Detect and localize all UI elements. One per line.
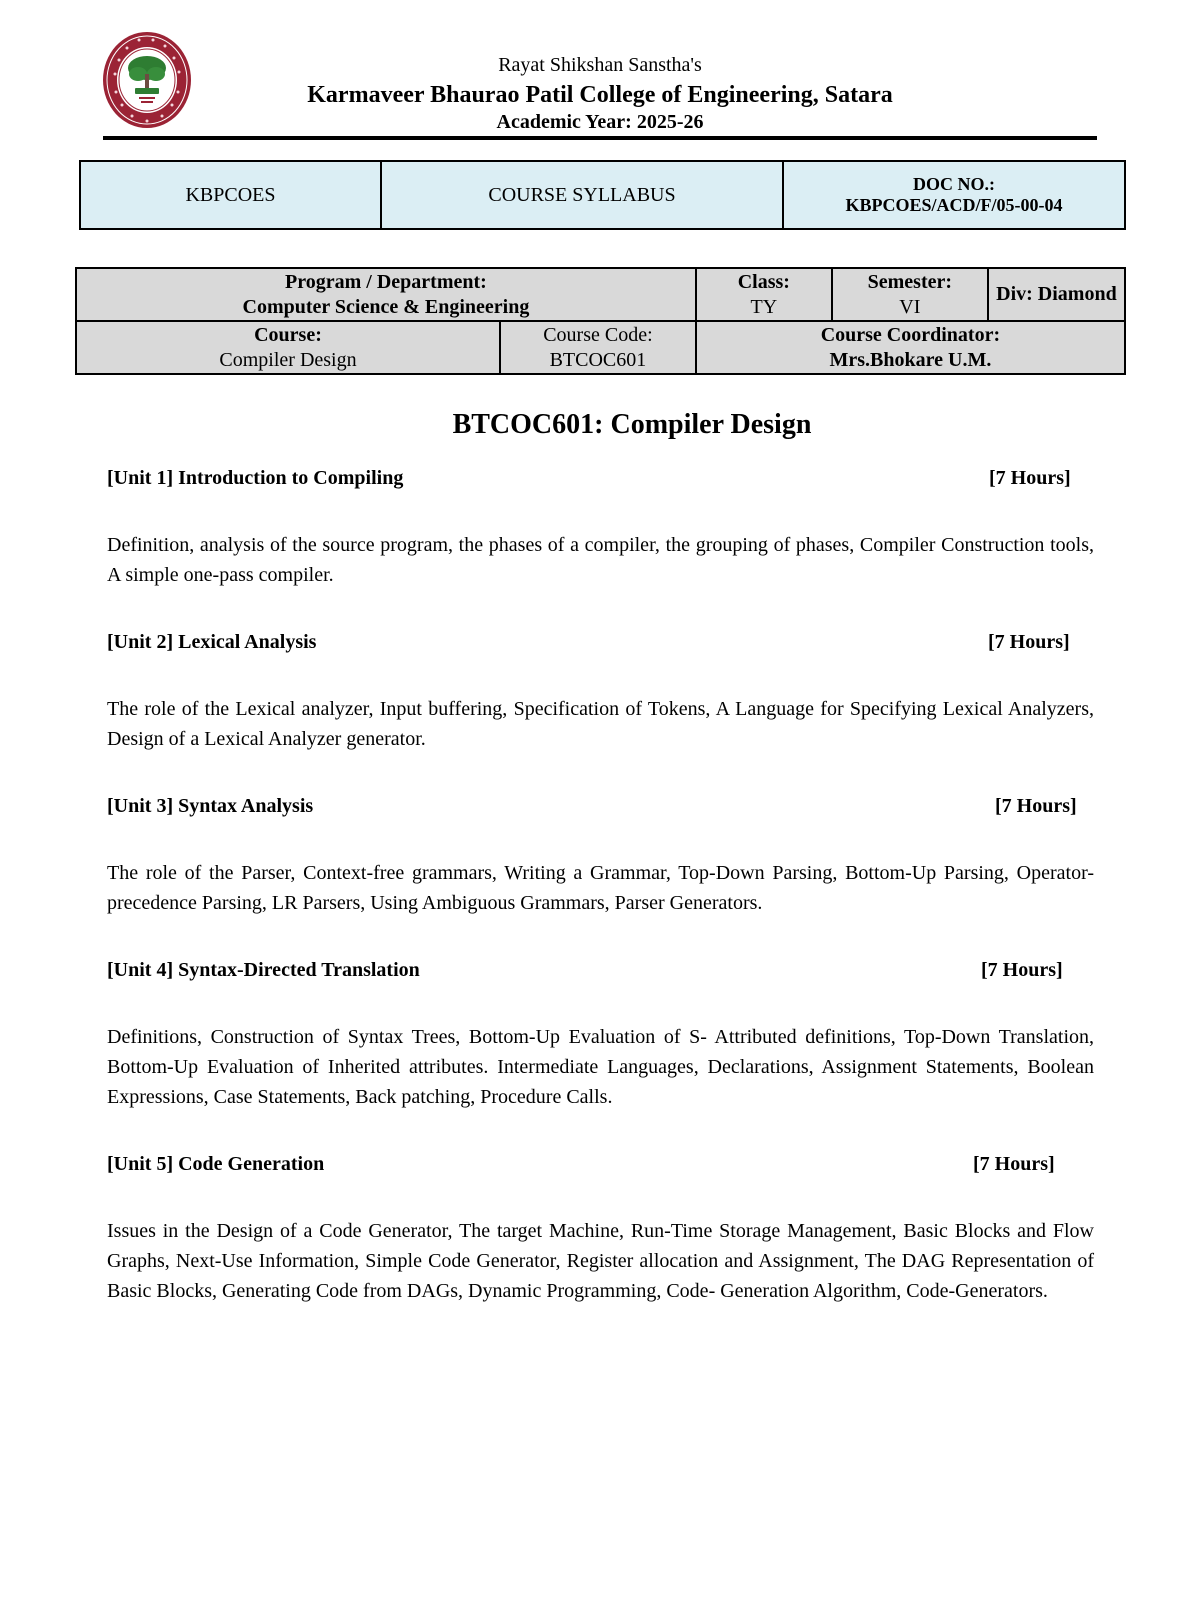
program-cell [76,268,696,321]
coordinator-value: Mrs.Bhokare U.M. [829,348,992,371]
unit-heading: [Unit 1] Introduction to Compiling [107,467,404,489]
docno-cell [783,161,1125,229]
course-value: Compiler Design [219,348,357,371]
academic-year: Academic Year: 2025-26 [496,111,704,133]
syllabus-title: BTCOC601: Compiler Design [452,409,812,440]
unit-hours: [7 Hours] [981,959,1063,981]
course-cell [76,321,500,374]
doc-type-cell: COURSE SYLLABUS [381,161,783,229]
div-cell: Div: Diamond [988,268,1125,321]
unit-heading: [Unit 4] Syntax-Directed Translation [107,959,420,981]
class-cell [696,268,832,321]
coordinator-label: Course Coordinator: [820,323,1001,346]
docno-value: KBPCOES/ACD/F/05-00-04 [845,195,1063,215]
course-code-label: Course Code: [543,323,653,346]
coordinator-cell [696,321,1125,374]
unit-content: Issues in the Design of a Code Generator, The target Machine, Run-Time Storage Management, Basic Blocks and Flow Graphs, Next-Use Information, Simple Code Generator, Register allocation and Assignment, The DAG Representation of Basic Blocks, Generating Code from DAGs, Dynamic Programming, Code- Generation Algorithm, Code-Generators. [107,1220,1094,1302]
class-label: Class: [737,270,790,293]
semester-label: Semester: [867,270,953,293]
course-code-value: BTCOC601 [549,348,647,371]
course-code-cell [500,321,696,374]
class-value: TY [750,295,778,318]
program-label: Program / Department: [285,270,487,293]
unit-heading: [Unit 5] Code Generation [107,1153,325,1175]
college-name: Karmaveer Bhaurao Patil College of Engineering, Satara [307,82,893,108]
course-info-table [75,267,1126,375]
unit-content: The role of the Parser, Context-free grammars, Writing a Grammar, Top-Down Parsing, Bottom-Up Parsing, Operator-precedence Parsing, LR Parsers, Using Ambiguous Grammars, Parser Generators. [107,862,1094,914]
unit-hours: [7 Hours] [973,1153,1055,1175]
unit-content: Definition, analysis of the source program, the phases of a compiler, the grouping of phases, Compiler Construction tools, A simple one-pass compiler. [107,534,1094,586]
unit-heading: [Unit 2] Lexical Analysis [107,631,317,653]
document-info-table [79,160,1126,230]
unit-hours: [7 Hours] [995,795,1077,817]
unit-heading: [Unit 3] Syntax Analysis [107,795,314,817]
sanstha-name: Rayat Shikshan Sanstha's [498,54,702,76]
org-cell: KBPCOES [80,161,381,229]
unit-content: Definitions, Construction of Syntax Trees, Bottom-Up Evaluation of S- Attributed definitions, Top-Down Translation, Bottom-Up Evaluation of Inherited attributes. Intermediate Languages, Declarations, Assignment Statements, Boolean Expressions, Case Statements, Back patching, Procedure Calls. [107,1026,1094,1108]
semester-cell [832,268,988,321]
program-value: Computer Science & Engineering [242,295,530,318]
docno-label: DOC NO.: [913,174,995,194]
semester-value: VI [899,295,921,318]
header-divider [103,136,1097,140]
unit-content: The role of the Lexical analyzer, Input buffering, Specification of Tokens, A Language for Specifying Lexical Analyzers, Design of a Lexical Analyzer generator. [107,698,1094,750]
unit-hours: [7 Hours] [988,631,1070,653]
course-label: Course: [254,323,322,346]
unit-hours: [7 Hours] [989,467,1071,489]
